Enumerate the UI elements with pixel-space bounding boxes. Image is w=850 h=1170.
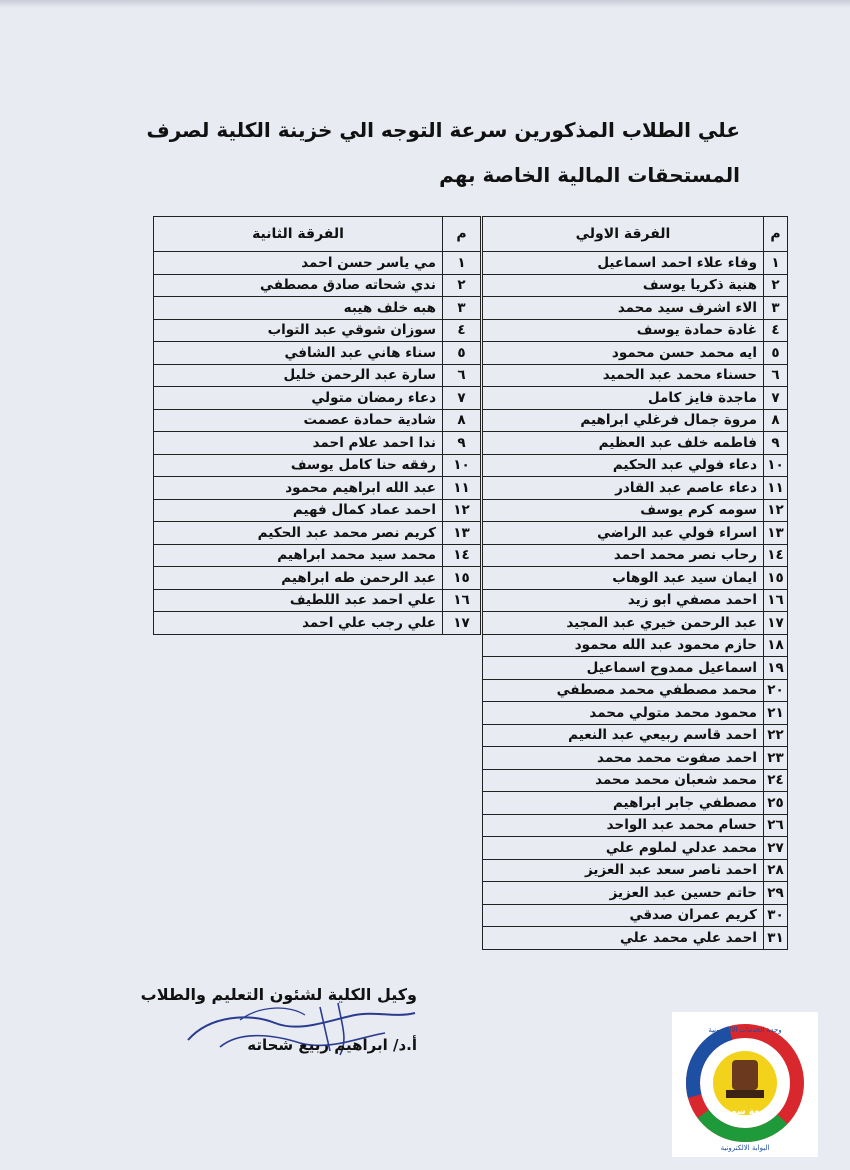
logo-top-text: وحدة الخدمات الالكترونية bbox=[708, 1026, 782, 1034]
table-row bbox=[483, 477, 788, 500]
table-row bbox=[154, 387, 481, 410]
name-column-header: الفرقة الثانية bbox=[154, 217, 443, 252]
table-row bbox=[483, 747, 788, 770]
logo-bottom-text: البوابة الالكترونية bbox=[720, 1144, 770, 1152]
student-name: محمد شعبان محمد محمد bbox=[483, 769, 764, 792]
row-number: ٧ bbox=[764, 387, 788, 410]
row-number: ١٤ bbox=[443, 544, 481, 567]
student-name: سومه كرم يوسف bbox=[483, 499, 764, 522]
table-row bbox=[483, 814, 788, 837]
table-row bbox=[154, 252, 481, 275]
table-row bbox=[154, 274, 481, 297]
row-number: ١١ bbox=[443, 477, 481, 500]
row-number: ٢٧ bbox=[764, 837, 788, 860]
table-row bbox=[483, 409, 788, 432]
table-row bbox=[154, 409, 481, 432]
table-row bbox=[483, 837, 788, 860]
portal-logo-icon bbox=[672, 1012, 818, 1157]
table-header-row bbox=[154, 217, 481, 252]
signatory-name: أ.د/ ابراهيم ربيع شحاته bbox=[247, 1036, 417, 1054]
table-row bbox=[154, 477, 481, 500]
row-number: ١٢ bbox=[443, 499, 481, 522]
student-name: فاطمه خلف عبد العظيم bbox=[483, 432, 764, 455]
table-row bbox=[483, 724, 788, 747]
student-name: مي ياسر حسن احمد bbox=[154, 252, 443, 275]
table-row bbox=[154, 522, 481, 545]
first-year-table bbox=[482, 216, 788, 950]
num-column-header: م bbox=[443, 217, 481, 252]
table-row bbox=[154, 297, 481, 320]
table-row bbox=[154, 567, 481, 590]
student-name: دعاء رمضان متولي bbox=[154, 387, 443, 410]
student-name: احمد صفوت محمد محمد bbox=[483, 747, 764, 770]
student-name: رفقه حنا كامل يوسف bbox=[154, 454, 443, 477]
table-row bbox=[483, 769, 788, 792]
student-name: مروة جمال فرغلي ابراهيم bbox=[483, 409, 764, 432]
student-name: اسماعيل ممدوح اسماعيل bbox=[483, 657, 764, 680]
row-number: ١٣ bbox=[764, 522, 788, 545]
portal-logo bbox=[672, 1012, 818, 1157]
row-number: ٦ bbox=[443, 364, 481, 387]
table-row bbox=[154, 454, 481, 477]
row-number: ١٧ bbox=[443, 612, 481, 635]
student-name: رحاب نصر محمد احمد bbox=[483, 544, 764, 567]
row-number: ٧ bbox=[443, 387, 481, 410]
student-name: مصطفي جابر ابراهيم bbox=[483, 792, 764, 815]
notice-heading-line2: المستحقات المالية الخاصة بهم bbox=[439, 163, 740, 187]
table-row bbox=[483, 679, 788, 702]
row-number: ٣ bbox=[443, 297, 481, 320]
table-row bbox=[483, 634, 788, 657]
table-row bbox=[154, 544, 481, 567]
student-name: ندي شحاته صادق مصطفي bbox=[154, 274, 443, 297]
student-name: عبد الله ابراهيم محمود bbox=[154, 477, 443, 500]
row-number: ٨ bbox=[764, 409, 788, 432]
row-number: ٣١ bbox=[764, 927, 788, 950]
table-row bbox=[483, 522, 788, 545]
table-row bbox=[483, 859, 788, 882]
notice-heading-line1: علي الطلاب المذكورين سرعة التوجه الي خزينة الكلية لصرف bbox=[146, 118, 740, 142]
student-name: ايمان سيد عبد الوهاب bbox=[483, 567, 764, 590]
scan-edge bbox=[0, 0, 850, 8]
student-name: سوزان شوقي عبد التواب bbox=[154, 319, 443, 342]
row-number: ٤ bbox=[443, 319, 481, 342]
table-row bbox=[483, 342, 788, 365]
table-row bbox=[154, 612, 481, 635]
student-name: سارة عبد الرحمن خليل bbox=[154, 364, 443, 387]
student-name: احمد عماد كمال فهيم bbox=[154, 499, 443, 522]
student-name: وفاء علاء احمد اسماعيل bbox=[483, 252, 764, 275]
row-number: ٢٥ bbox=[764, 792, 788, 815]
table-row bbox=[483, 319, 788, 342]
student-name: احمد علي محمد علي bbox=[483, 927, 764, 950]
table-row bbox=[483, 702, 788, 725]
student-name: احمد مصفي ابو زيد bbox=[483, 589, 764, 612]
row-number: ١٣ bbox=[443, 522, 481, 545]
row-number: ٨ bbox=[443, 409, 481, 432]
table-row bbox=[154, 342, 481, 365]
table-row bbox=[483, 612, 788, 635]
num-column-header: م bbox=[764, 217, 788, 252]
student-name: سناء هاني عبد الشافي bbox=[154, 342, 443, 365]
row-number: ١٤ bbox=[764, 544, 788, 567]
row-number: ١٦ bbox=[443, 589, 481, 612]
student-name: الاء اشرف سيد محمد bbox=[483, 297, 764, 320]
logo-center-text: جامعة سوهاج bbox=[715, 1107, 775, 1117]
table-row bbox=[483, 364, 788, 387]
row-number: ٢٤ bbox=[764, 769, 788, 792]
row-number: ٢٩ bbox=[764, 882, 788, 905]
student-name: شادية حمادة عصمت bbox=[154, 409, 443, 432]
row-number: ١٦ bbox=[764, 589, 788, 612]
row-number: ٦ bbox=[764, 364, 788, 387]
row-number: ٥ bbox=[443, 342, 481, 365]
student-name: محمد مصطفي محمد مصطفي bbox=[483, 679, 764, 702]
table-row bbox=[483, 274, 788, 297]
table-row bbox=[483, 499, 788, 522]
row-number: ٢٦ bbox=[764, 814, 788, 837]
row-number: ١ bbox=[443, 252, 481, 275]
row-number: ٢٣ bbox=[764, 747, 788, 770]
student-name: احمد ناصر سعد عبد العزيز bbox=[483, 859, 764, 882]
table-row bbox=[483, 657, 788, 680]
student-name: حازم محمود عبد الله محمود bbox=[483, 634, 764, 657]
row-number: ٢١ bbox=[764, 702, 788, 725]
row-number: ٢ bbox=[443, 274, 481, 297]
name-column-header: الفرقة الاولي bbox=[483, 217, 764, 252]
student-name: احمد قاسم ربيعي عبد النعيم bbox=[483, 724, 764, 747]
student-name: محمد عدلي لملوم علي bbox=[483, 837, 764, 860]
student-name: هبه خلف هيبه bbox=[154, 297, 443, 320]
row-number: ١٩ bbox=[764, 657, 788, 680]
row-number: ٢ bbox=[764, 274, 788, 297]
student-name: هنية ذكريا يوسف bbox=[483, 274, 764, 297]
student-name: دعاء فولي عبد الحكيم bbox=[483, 454, 764, 477]
table-row bbox=[483, 454, 788, 477]
row-number: ٣٠ bbox=[764, 904, 788, 927]
table-row bbox=[483, 297, 788, 320]
row-number: ٢٨ bbox=[764, 859, 788, 882]
table-row bbox=[483, 387, 788, 410]
table-row bbox=[154, 589, 481, 612]
table-row bbox=[154, 432, 481, 455]
table-row bbox=[154, 364, 481, 387]
student-name: ايه محمد حسن محمود bbox=[483, 342, 764, 365]
table-row bbox=[483, 792, 788, 815]
row-number: ٩ bbox=[443, 432, 481, 455]
student-name: حسام محمد عبد الواحد bbox=[483, 814, 764, 837]
row-number: ٢٢ bbox=[764, 724, 788, 747]
table-header-row bbox=[483, 217, 788, 252]
table-row bbox=[483, 544, 788, 567]
table-row bbox=[483, 882, 788, 905]
table-row bbox=[154, 499, 481, 522]
student-name: كريم عمران صدقي bbox=[483, 904, 764, 927]
student-name: ندا احمد علام احمد bbox=[154, 432, 443, 455]
table-row bbox=[483, 252, 788, 275]
table-row bbox=[483, 567, 788, 590]
row-number: ١٠ bbox=[443, 454, 481, 477]
student-name: غادة حمادة يوسف bbox=[483, 319, 764, 342]
student-name: ماجدة فايز كامل bbox=[483, 387, 764, 410]
row-number: ١٧ bbox=[764, 612, 788, 635]
row-number: ١١ bbox=[764, 477, 788, 500]
student-name: حاتم حسين عبد العزيز bbox=[483, 882, 764, 905]
row-number: ٣ bbox=[764, 297, 788, 320]
signatory-title: وكيل الكلية لشئون التعليم والطلاب bbox=[140, 985, 417, 1004]
student-name: محمود محمد متولي محمد bbox=[483, 702, 764, 725]
row-number: ١٢ bbox=[764, 499, 788, 522]
student-name: كريم نصر محمد عبد الحكيم bbox=[154, 522, 443, 545]
row-number: ٤ bbox=[764, 319, 788, 342]
student-name: عبد الرحمن طه ابراهيم bbox=[154, 567, 443, 590]
student-name: اسراء فولي عبد الراضي bbox=[483, 522, 764, 545]
row-number: ٥ bbox=[764, 342, 788, 365]
row-number: ١٥ bbox=[443, 567, 481, 590]
table-row bbox=[483, 432, 788, 455]
student-name: حسناء محمد عبد الحميد bbox=[483, 364, 764, 387]
row-number: ١٨ bbox=[764, 634, 788, 657]
row-number: ١٠ bbox=[764, 454, 788, 477]
table-row bbox=[483, 904, 788, 927]
student-name: محمد سيد محمد ابراهيم bbox=[154, 544, 443, 567]
table-row bbox=[483, 927, 788, 950]
row-number: ٩ bbox=[764, 432, 788, 455]
table-row bbox=[154, 319, 481, 342]
row-number: ٢٠ bbox=[764, 679, 788, 702]
row-number: ١٥ bbox=[764, 567, 788, 590]
second-year-table bbox=[153, 216, 481, 635]
student-name: دعاء عاصم عبد القادر bbox=[483, 477, 764, 500]
student-name: عبد الرحمن خيري عبد المجيد bbox=[483, 612, 764, 635]
student-name: علي رجب علي احمد bbox=[154, 612, 443, 635]
student-name: علي احمد عبد اللطيف bbox=[154, 589, 443, 612]
table-row bbox=[483, 589, 788, 612]
row-number: ١ bbox=[764, 252, 788, 275]
